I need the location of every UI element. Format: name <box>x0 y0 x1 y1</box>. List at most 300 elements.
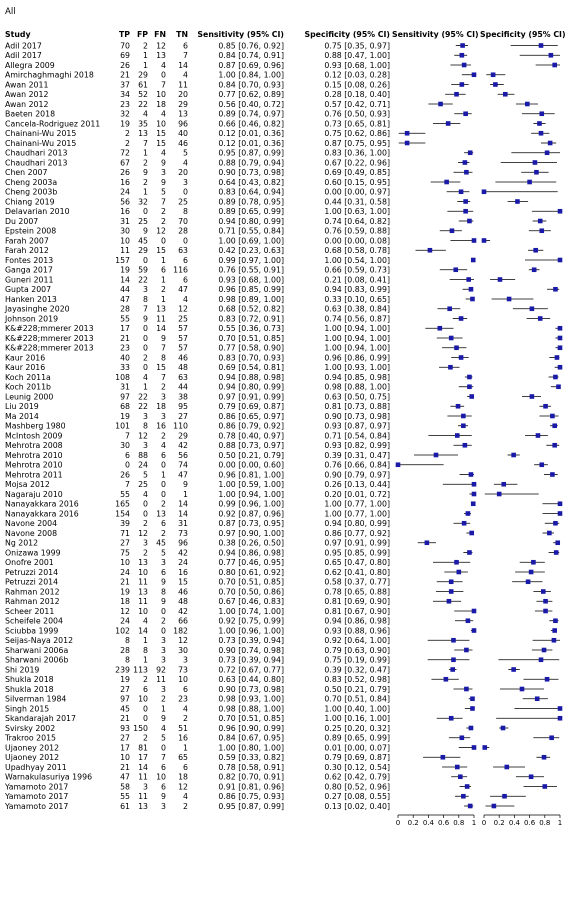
tp-value: 2 <box>125 138 130 148</box>
sensitivity-point <box>460 43 465 48</box>
sensitivity-ci-text: 0.98 [0.88, 1.00] <box>218 704 284 714</box>
tn-value: 31 <box>178 519 188 529</box>
tp-value: 21 <box>120 762 130 772</box>
sensitivity-point <box>472 238 477 243</box>
study-name: Sciubba 1999 <box>5 626 59 636</box>
fp-value: 13 <box>138 129 148 139</box>
sensitivity-point <box>463 111 468 116</box>
specificity-ci-text: 0.25 [0.20, 0.32] <box>324 723 390 733</box>
specificity-point <box>558 336 563 341</box>
tp-value: 27 <box>120 733 130 743</box>
specificity-point <box>558 511 563 516</box>
sensitivity-point <box>461 423 466 428</box>
sensitivity-ci-text: 0.82 [0.70, 0.91] <box>218 772 284 782</box>
sensitivity-point <box>463 209 468 214</box>
tp-value: 21 <box>120 714 130 724</box>
sensitivity-point <box>449 579 454 584</box>
study-name: Onizawa 1999 <box>5 548 61 558</box>
tn-value: 96 <box>178 119 188 129</box>
specificity-point <box>543 784 548 789</box>
tp-value: 21 <box>120 577 130 587</box>
sensitivity-point <box>428 248 433 253</box>
fp-value: 2 <box>143 353 148 363</box>
tp-value: 10 <box>120 236 130 246</box>
tp-value: 44 <box>120 285 130 295</box>
tn-value: 14 <box>178 499 188 509</box>
specificity-point <box>543 599 548 604</box>
tp-value: 67 <box>120 158 130 168</box>
specificity-point <box>531 560 536 565</box>
tp-value: 31 <box>120 382 130 392</box>
tn-value: 6 <box>183 255 188 265</box>
fn-value: 1 <box>161 275 166 285</box>
specificity-ci-text: 0.20 [0.01, 0.72] <box>324 489 390 499</box>
table-row <box>5 168 549 177</box>
fn-value: 0 <box>161 480 166 490</box>
specificity-point <box>558 326 563 331</box>
sensitivity-ci-text: 0.99 [0.96, 1.00] <box>218 499 284 509</box>
sensitivity-ci-text: 0.97 [0.90, 1.00] <box>218 528 284 538</box>
study-name: Yamamoto 2017 <box>5 782 69 792</box>
tp-value: 14 <box>120 275 130 285</box>
fp-value: 13 <box>138 801 148 811</box>
sensitivity-point <box>462 63 467 68</box>
specificity-point <box>539 228 544 233</box>
sensitivity-point <box>463 199 468 204</box>
tp-value: 8 <box>125 655 130 665</box>
study-name: Seijas-Naya 2012 <box>5 636 74 646</box>
sensitivity-point <box>438 326 443 331</box>
tn-value: 1 <box>183 743 188 753</box>
sensitivity-point <box>454 345 459 350</box>
specificity-tick-label: 0.2 <box>493 819 505 827</box>
fn-value: 4 <box>161 441 166 451</box>
tn-value: 95 <box>178 402 188 412</box>
study-name: Trakroo 2015 <box>5 733 57 743</box>
tp-value: 26 <box>120 60 130 70</box>
table-row <box>5 353 559 362</box>
table-row <box>4 734 559 743</box>
specificity-point <box>552 423 557 428</box>
sensitivity-point <box>472 609 477 614</box>
tn-value: 18 <box>178 772 188 782</box>
specificity-point <box>533 160 538 165</box>
study-name: Du 2007 <box>5 216 39 226</box>
specificity-point <box>558 345 563 350</box>
tp-value: 71 <box>120 528 130 538</box>
table-row <box>5 422 558 431</box>
sensitivity-ci-text: 0.84 [0.74, 0.91] <box>218 51 284 61</box>
tn-value: 46 <box>178 587 188 597</box>
study-name: Chen 2007 <box>5 168 48 178</box>
sensitivity-ci-text: 0.12 [0.01, 0.36] <box>218 138 284 148</box>
sensitivity-point <box>460 53 465 58</box>
fn-value: 10 <box>156 772 166 782</box>
table-row <box>5 539 560 548</box>
tn-value: 57 <box>178 333 188 343</box>
sensitivity-ci-text: 0.70 [0.50, 0.86] <box>218 587 284 597</box>
sensitivity-ci-text: 0.93 [0.68, 1.00] <box>218 275 284 285</box>
sensitivity-ci-text: 0.12 [0.01, 0.36] <box>218 129 284 139</box>
sensitivity-ci-text: 0.95 [0.87, 0.99] <box>218 148 284 158</box>
specificity-point <box>493 82 498 87</box>
fp-value: 13 <box>138 558 148 568</box>
specificity-point <box>511 453 516 458</box>
specificity-point <box>537 121 542 126</box>
study-name: Onofre 2001 <box>5 558 54 568</box>
fn-value: 7 <box>161 197 166 207</box>
fn-value: 15 <box>156 138 166 148</box>
sensitivity-ci-text: 0.59 [0.33, 0.82] <box>218 753 284 763</box>
tp-value: 108 <box>115 372 130 382</box>
sensitivity-ci-text: 0.94 [0.80, 0.99] <box>218 216 284 226</box>
specificity-point <box>550 472 555 477</box>
tn-value: 12 <box>178 782 188 792</box>
sensitivity-point <box>470 706 475 711</box>
specificity-point <box>554 550 559 555</box>
specificity-point <box>507 297 512 302</box>
section-title: All <box>5 7 16 17</box>
tn-value: 42 <box>178 548 188 558</box>
sensitivity-ci-text: 0.98 [0.89, 1.00] <box>218 294 284 304</box>
fp-value: 22 <box>138 392 148 402</box>
specificity-point <box>492 804 497 809</box>
sensitivity-point <box>405 141 410 146</box>
tn-value: 2 <box>183 714 188 724</box>
fp-value: 0 <box>143 704 148 714</box>
tp-value: 72 <box>120 148 130 158</box>
table-row <box>5 714 562 723</box>
sensitivity-point <box>462 521 467 526</box>
tp-value: 26 <box>120 168 130 178</box>
fp-value: 113 <box>133 665 148 675</box>
table-row <box>5 568 545 577</box>
specificity-point <box>553 287 558 292</box>
tn-value: 4 <box>183 158 188 168</box>
sensitivity-ci-text: 0.72 [0.67, 0.77] <box>218 665 284 675</box>
table-row <box>5 266 539 275</box>
fn-value: 10 <box>156 90 166 100</box>
fn-value: 11 <box>156 675 166 685</box>
sensitivity-ci-text: 0.73 [0.39, 0.94] <box>218 636 284 646</box>
sensitivity-ci-text: 0.96 [0.90, 0.99] <box>218 723 284 733</box>
table-row <box>5 149 560 158</box>
specificity-point <box>539 43 544 48</box>
fn-value: 2 <box>161 499 166 509</box>
tn-value: 2 <box>183 801 188 811</box>
tp-value: 97 <box>120 694 130 704</box>
fp-value: 25 <box>138 480 148 490</box>
fn-value: 2 <box>161 285 166 295</box>
tp-value: 101 <box>115 421 130 431</box>
sensitivity-point <box>453 267 458 272</box>
fn-value: 13 <box>156 51 166 61</box>
sensitivity-ci-text: 0.63 [0.44, 0.80] <box>218 675 284 685</box>
specificity-ci-text: 0.01 [0.00, 0.07] <box>324 743 390 753</box>
specificity-ci-text: 0.27 [0.08, 0.55] <box>324 792 390 802</box>
study-name: Fontes 2013 <box>5 255 54 265</box>
tp-value: 40 <box>120 353 130 363</box>
sensitivity-ci-text: 0.64 [0.43, 0.82] <box>218 177 284 187</box>
specificity-ci-text: 0.63 [0.50, 0.75] <box>324 392 390 402</box>
tn-value: 56 <box>178 450 188 460</box>
fp-value: 10 <box>138 694 148 704</box>
fp-value: 1 <box>143 60 148 70</box>
tn-value: 6 <box>183 762 188 772</box>
fn-value: 12 <box>156 41 166 51</box>
tp-value: 23 <box>120 343 130 353</box>
fn-value: 2 <box>161 216 166 226</box>
table-row <box>5 656 559 665</box>
study-name: Chiang 2019 <box>5 197 55 207</box>
tn-value: 25 <box>178 314 188 324</box>
specificity-ci-text: 0.50 [0.21, 0.79] <box>324 684 390 694</box>
table-row <box>5 636 560 645</box>
fp-value: 0 <box>143 324 148 334</box>
table-row <box>5 724 508 733</box>
specificity-ci-text: 0.44 [0.31, 0.58] <box>324 197 390 207</box>
sensitivity-ci-text: 0.90 [0.74, 0.98] <box>218 645 284 655</box>
table-row <box>5 773 544 782</box>
tn-value: 11 <box>178 80 188 90</box>
sensitivity-point <box>472 482 477 487</box>
sensitivity-point <box>471 501 476 506</box>
fn-value: 9 <box>161 177 166 187</box>
tn-value: 63 <box>178 372 188 382</box>
tp-value: 19 <box>120 265 130 275</box>
table-row <box>5 51 560 60</box>
table-row <box>5 363 562 372</box>
fp-value: 9 <box>143 226 148 236</box>
sensitivity-point <box>467 550 472 555</box>
study-name: Amirchaghmaghi 2018 <box>5 70 94 80</box>
fp-value: 10 <box>138 567 148 577</box>
fp-value: 7 <box>143 138 148 148</box>
specificity-point <box>558 716 563 721</box>
tn-value: 48 <box>178 363 188 373</box>
table-row <box>5 704 562 713</box>
tp-value: 7 <box>125 480 130 490</box>
fn-value: 0 <box>161 236 166 246</box>
specificity-point <box>542 648 547 653</box>
sensitivity-ci-text: 1.00 [0.96, 1.00] <box>218 626 284 636</box>
sensitivity-ci-text: 0.55 [0.36, 0.73] <box>218 324 284 334</box>
table-row <box>5 285 559 294</box>
tn-value: 116 <box>173 265 188 275</box>
fn-value: 4 <box>161 60 166 70</box>
specificity-point <box>542 755 547 760</box>
fn-value: 3 <box>161 168 166 178</box>
specificity-point <box>501 482 506 487</box>
tp-value: 39 <box>120 519 130 529</box>
specificity-point <box>503 92 508 97</box>
fp-value: 11 <box>138 792 148 802</box>
specificity-ci-text: 1.00 [0.77, 1.00] <box>324 509 390 519</box>
table-row <box>5 275 515 284</box>
sensitivity-tick-label: 0 <box>395 819 401 827</box>
tp-value: 34 <box>120 90 130 100</box>
tp-value: 17 <box>120 743 130 753</box>
sensitivity-ci-text: 0.94 [0.86, 0.98] <box>218 548 284 558</box>
tp-value: 75 <box>120 548 130 558</box>
specificity-point <box>497 492 502 497</box>
fp-value: 3 <box>143 538 148 548</box>
study-name: Petruzzi 2014 <box>5 567 59 577</box>
fp-value: 29 <box>138 246 148 256</box>
table-row <box>4 782 557 791</box>
specificity-ci-text: 1.00 [0.16, 1.00] <box>324 714 390 724</box>
fn-value: 4 <box>161 148 166 158</box>
tn-value: 65 <box>178 753 188 763</box>
specificity-point <box>538 316 543 321</box>
column-headers <box>5 30 566 39</box>
specificity-point <box>539 131 544 136</box>
sensitivity-point <box>468 804 473 809</box>
fn-value: 0 <box>161 743 166 753</box>
tp-value: 19 <box>120 675 130 685</box>
tp-value: 69 <box>120 51 130 61</box>
specificity-ci-text: 0.83 [0.52, 0.98] <box>324 675 390 685</box>
tp-value: 70 <box>120 41 130 51</box>
specificity-point <box>535 696 540 701</box>
sensitivity-ci-text: 0.83 [0.70, 0.93] <box>218 353 284 363</box>
sensitivity-point <box>454 92 459 97</box>
sensitivity-ci-text: 0.84 [0.70, 0.93] <box>218 80 284 90</box>
fn-value: 4 <box>161 109 166 119</box>
table-row <box>4 305 548 314</box>
fn-value: 6 <box>161 567 166 577</box>
specificity-point <box>529 570 534 575</box>
tp-value: 0 <box>125 460 130 470</box>
fp-value: 17 <box>138 753 148 763</box>
sensitivity-ci-text: 0.91 [0.81, 0.96] <box>218 782 284 792</box>
study-name: Epstein 2008 <box>5 226 57 236</box>
tp-value: 27 <box>120 538 130 548</box>
sensitivity-point <box>467 375 472 380</box>
study-name: Scheifele 2004 <box>5 616 63 626</box>
tn-value: 46 <box>178 353 188 363</box>
tp-value: 27 <box>120 684 130 694</box>
tp-value: 6 <box>125 450 130 460</box>
sensitivity-tick-label: 0.4 <box>422 819 434 827</box>
tn-value: 9 <box>183 480 188 490</box>
specificity-ci-text: 0.60 [0.15, 0.95] <box>324 177 390 187</box>
study-name: Awan 2012 <box>5 99 49 109</box>
specificity-ci-text: 0.00 [0.00, 0.08] <box>324 236 390 246</box>
specificity-ci-text: 0.97 [0.91, 0.99] <box>324 538 390 548</box>
specificity-point <box>520 687 525 692</box>
fn-value: 5 <box>161 187 166 197</box>
sensitivity-point <box>451 657 456 662</box>
table-row <box>5 578 543 587</box>
table-row <box>5 197 528 206</box>
fp-value: 29 <box>138 70 148 80</box>
specificity-ci-text: 0.94 [0.83, 0.99] <box>324 285 390 295</box>
specificity-ci-text: 0.76 [0.50, 0.93] <box>324 109 390 119</box>
fn-value: 9 <box>161 597 166 607</box>
sensitivity-ci-text: 0.83 [0.64, 0.94] <box>218 187 284 197</box>
fp-value: 22 <box>138 275 148 285</box>
tn-value: 46 <box>178 138 188 148</box>
tn-value: 42 <box>178 606 188 616</box>
sensitivity-ci-text: 0.56 [0.40, 0.72] <box>218 99 284 109</box>
fn-value: 8 <box>161 353 166 363</box>
specificity-ci-text: 0.78 [0.65, 0.88] <box>324 587 390 597</box>
specificity-ci-text: 0.39 [0.31, 0.47] <box>324 450 390 460</box>
sensitivity-ci-text: 0.99 [0.97, 1.00] <box>218 255 284 265</box>
tn-value: 13 <box>178 109 188 119</box>
fn-value: 6 <box>161 782 166 792</box>
tn-value: 44 <box>178 382 188 392</box>
tp-value: 45 <box>120 704 130 714</box>
table-row <box>5 695 548 704</box>
specificity-point <box>558 501 563 506</box>
tp-value: 21 <box>120 333 130 343</box>
specificity-point <box>530 394 535 399</box>
table-row <box>5 158 557 167</box>
study-name: Shi 2019 <box>5 665 40 675</box>
sensitivity-point <box>467 384 472 389</box>
specificity-point <box>553 375 558 380</box>
fp-value: 3 <box>143 285 148 295</box>
study-name: Gupta 2007 <box>5 285 52 295</box>
fn-value: 6 <box>161 762 166 772</box>
fn-value: 0 <box>161 489 166 499</box>
tn-value: 51 <box>178 723 188 733</box>
fp-value: 3 <box>143 441 148 451</box>
tp-value: 26 <box>120 470 130 480</box>
table-row <box>5 607 552 616</box>
fp-value: 4 <box>143 372 148 382</box>
specificity-ci-text: 0.96 [0.86, 0.99] <box>324 353 390 363</box>
fp-value: 4 <box>143 489 148 499</box>
specificity-ci-text: 0.65 [0.47, 0.80] <box>324 558 390 568</box>
fp-value: 2 <box>143 548 148 558</box>
fp-value: 22 <box>138 402 148 412</box>
specificity-ci-text: 1.00 [0.40, 1.00] <box>324 704 390 714</box>
tp-value: 16 <box>120 177 130 187</box>
tn-value: 40 <box>178 129 188 139</box>
fp-value: 7 <box>143 304 148 314</box>
specificity-ci-text: 0.75 [0.62, 0.86] <box>324 129 390 139</box>
specificity-ci-text: 0.33 [0.10, 0.65] <box>324 294 390 304</box>
specificity-ci-text: 0.62 [0.42, 0.79] <box>324 772 390 782</box>
specificity-ci-text: 0.80 [0.52, 0.96] <box>324 782 390 792</box>
specificity-point <box>543 609 548 614</box>
specificity-ci-text: 0.76 [0.59, 0.88] <box>324 226 390 236</box>
tn-value: 47 <box>178 470 188 480</box>
sensitivity-point <box>472 628 477 633</box>
study-name: Singh 2015 <box>5 704 50 714</box>
specificity-ci-text: 0.75 [0.35, 0.97] <box>324 41 390 51</box>
study-name: Nagaraju 2010 <box>5 489 63 499</box>
tp-value: 28 <box>120 645 130 655</box>
fp-value: 59 <box>138 265 148 275</box>
fp-value: 25 <box>138 216 148 226</box>
specificity-ci-text: 0.86 [0.77, 0.92] <box>324 528 390 538</box>
tn-value: 28 <box>178 226 188 236</box>
tp-value: 68 <box>120 402 130 412</box>
sensitivity-ci-text: 0.89 [0.74, 0.97] <box>218 109 284 119</box>
sensitivity-point <box>456 404 461 409</box>
fp-value: 8 <box>143 294 148 304</box>
specificity-point <box>539 657 544 662</box>
specificity-point <box>526 579 531 584</box>
sensitivity-ci-text: 0.42 [0.23, 0.63] <box>218 246 284 256</box>
study-name: Mashberg 1980 <box>5 421 66 431</box>
sensitivity-ci-text: 0.86 [0.79, 0.92] <box>218 421 284 431</box>
sensitivity-ci-text: 0.96 [0.85, 0.99] <box>218 285 284 295</box>
